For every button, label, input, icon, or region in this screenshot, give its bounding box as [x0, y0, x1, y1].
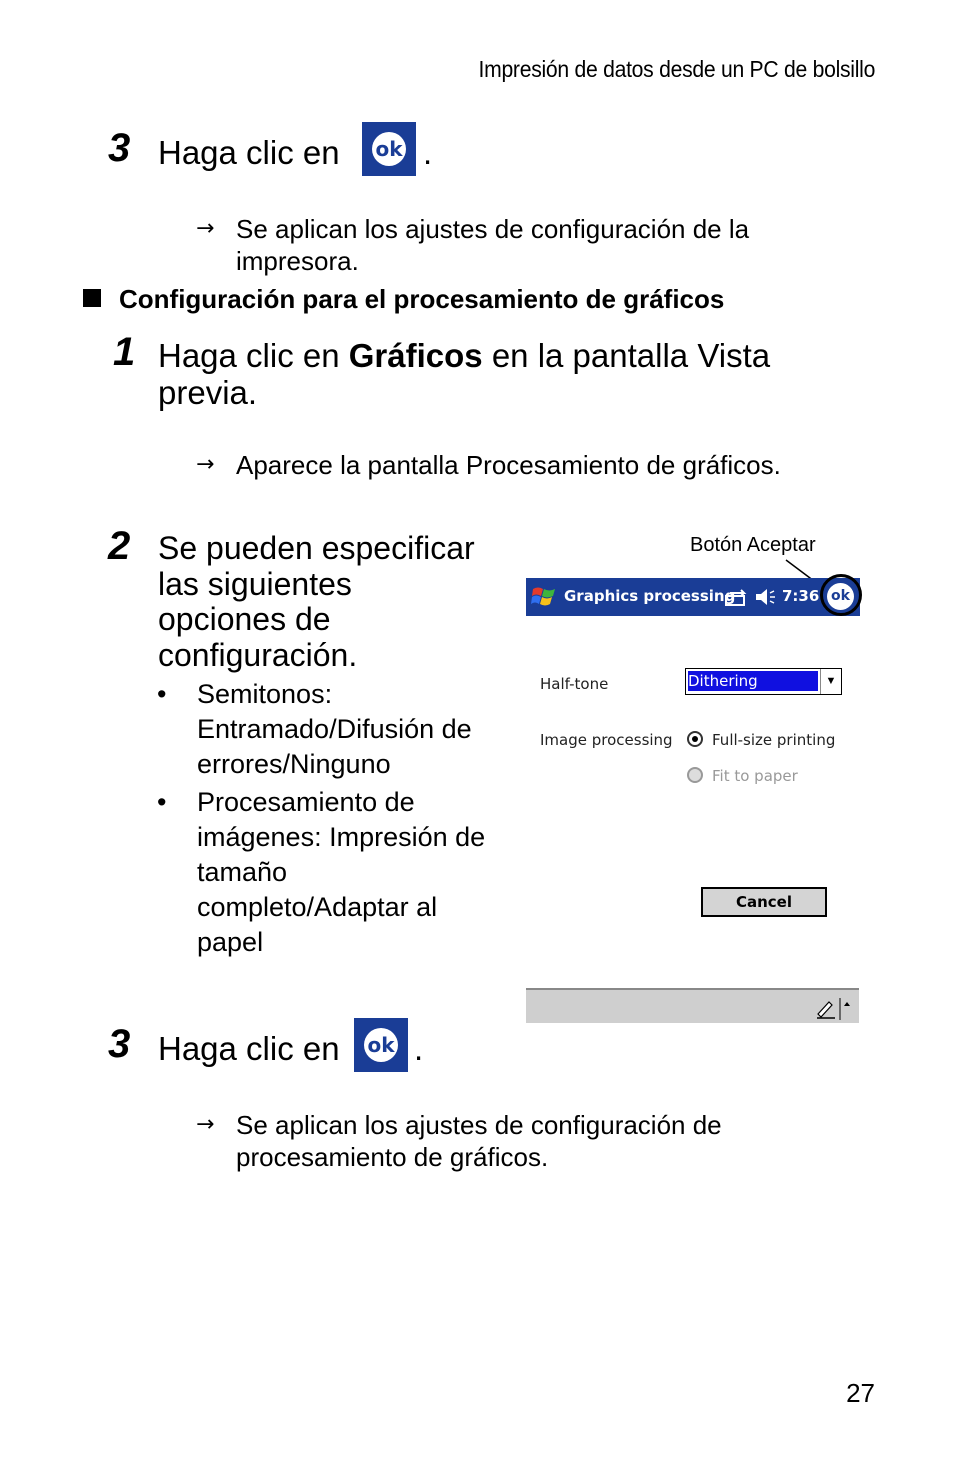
step-text-bold: Gráficos: [348, 337, 483, 374]
running-header: Impresión de datos desde un PC de bolsillo: [478, 56, 875, 82]
option-fit-label: Fit to paper: [712, 767, 798, 785]
page-number: 27: [846, 1378, 875, 1408]
step-period: .: [414, 1030, 424, 1067]
bullet-dot: •: [157, 679, 167, 709]
step-result: [196, 1109, 796, 1173]
chevron-down-icon[interactable]: ▼: [820, 669, 841, 694]
section-heading: [83, 284, 724, 315]
halftone-dropdown[interactable]: [685, 668, 842, 695]
ok-icon: [362, 122, 416, 176]
title-bar: [526, 578, 860, 616]
ok-icon-label: ok: [372, 132, 406, 166]
ok-icon: [354, 1018, 408, 1072]
window-title: Graphics processing: [564, 587, 736, 605]
radio-fit-to-paper[interactable]: [687, 767, 703, 783]
step-number: 3: [108, 126, 131, 170]
ok-button[interactable]: ok: [827, 583, 854, 610]
square-bullet-icon: [83, 289, 101, 307]
step-number: 1: [113, 330, 136, 374]
bullet-text: Semitonos: Entramado/Difusión de errores/Ninguno: [197, 679, 472, 779]
section-title: Configuración para el procesamiento de gráficos: [119, 284, 725, 314]
arrow-right-icon: →: [196, 216, 215, 241]
step-text-part: en la pantalla Vista previa.: [158, 337, 771, 411]
windows-start-icon[interactable]: [530, 584, 558, 610]
step-result: [196, 213, 816, 277]
cancel-button[interactable]: Cancel: [701, 887, 827, 917]
bullet-dot: •: [157, 787, 167, 817]
step-text: Haga clic en: [158, 1030, 340, 1067]
bullet-text: Procesamiento de imágenes: Impresión de tamaño completo/Adaptar al papel: [197, 787, 486, 957]
step-text: Se pueden especificar las siguientes opciones de configuración.: [158, 530, 475, 673]
arrow-right-icon: →: [196, 1112, 215, 1137]
callout-circle: [820, 574, 862, 616]
halftone-value: Dithering: [688, 671, 818, 691]
step-period: .: [423, 134, 433, 171]
step-result: [196, 449, 856, 481]
step-text: Haga clic en: [158, 134, 340, 171]
input-panel-icon[interactable]: [815, 996, 855, 1020]
volume-icon[interactable]: [754, 587, 776, 607]
step-number: 3: [108, 1022, 131, 1066]
connectivity-icon[interactable]: [724, 589, 748, 607]
option-full-size-label: Full-size printing: [712, 731, 836, 749]
ok-icon-label: ok: [364, 1028, 398, 1062]
step-text: [158, 337, 838, 411]
radio-full-size[interactable]: [687, 731, 703, 747]
bullet-item: [157, 785, 487, 960]
step-text-part: Haga clic en: [158, 337, 349, 374]
step-result-text: Se aplican los ajustes de configuración de la impresora.: [236, 214, 750, 276]
arrow-right-icon: →: [196, 452, 215, 477]
clock: 7:36: [782, 587, 820, 605]
callout-label: Botón Aceptar: [690, 534, 816, 556]
step-result-text: Se aplican los ajustes de configuración de procesamiento de gráficos.: [236, 1110, 722, 1172]
bullet-item: [157, 677, 487, 782]
menu-bar: [526, 988, 859, 1023]
step-result-text: Aparece la pantalla Procesamiento de gráficos.: [236, 450, 781, 480]
halftone-label: Half-tone: [540, 675, 609, 693]
step-number: 2: [108, 524, 131, 568]
image-processing-label: Image processing: [540, 731, 673, 749]
